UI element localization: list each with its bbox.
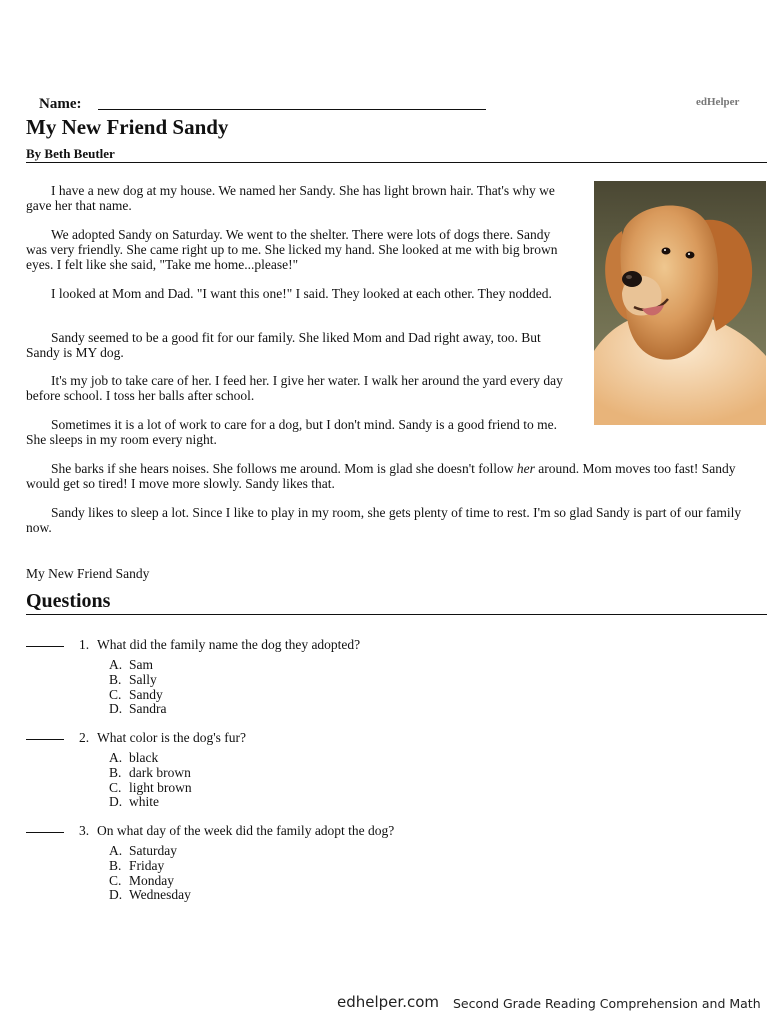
emphasis-text: her bbox=[516, 461, 535, 476]
question-number: 2. bbox=[79, 730, 90, 745]
questions-divider bbox=[26, 614, 767, 615]
paragraph-text: It's my job to take care of her. I feed her. I give her water. I walk her around the yard every day before school. I toss her balls after school. bbox=[26, 373, 563, 403]
name-blank-line[interactable] bbox=[98, 109, 486, 110]
option-text: light brown bbox=[129, 779, 192, 795]
answer-blank[interactable] bbox=[26, 646, 64, 647]
question-text: What did the family name the dog they adopted? bbox=[97, 637, 361, 652]
option-text: Saturday bbox=[129, 843, 177, 858]
paragraph-text: We adopted Sandy on Saturday. We went to the shelter. There were lots of dogs there. Sandy was very friendly. She came right up to me. She licked my hand. She looked at me with big brown eyes. I felt like she said, "Take me home...please!" bbox=[26, 227, 558, 272]
question-number: 3. bbox=[79, 823, 90, 838]
story-paragraph bbox=[26, 461, 746, 491]
option-letter: D. bbox=[109, 701, 123, 717]
option-letter: B. bbox=[109, 671, 122, 687]
paragraph-text: I looked at Mom and Dad. "I want this one!" I said. They looked at each other. They nodded. bbox=[51, 286, 552, 301]
answer-option bbox=[109, 702, 167, 717]
answer-option bbox=[109, 766, 192, 781]
option-text: Monday bbox=[129, 872, 174, 888]
story-paragraph bbox=[26, 227, 566, 272]
option-text: white bbox=[129, 794, 159, 810]
paragraph-text: Sometimes it is a lot of work to care for a dog, but I don't mind. Sandy is a good friend to me. She sleeps in my room every night. bbox=[26, 417, 557, 447]
option-text: Wednesday bbox=[129, 887, 191, 903]
option-letter: A. bbox=[109, 843, 123, 858]
story-paragraph bbox=[26, 373, 566, 403]
answer-option bbox=[109, 673, 167, 688]
paragraph-text: Sandy seemed to be a good fit for our family. She liked Mom and Dad right away, too. But Sandy is MY dog. bbox=[26, 330, 541, 360]
option-letter: D. bbox=[109, 794, 123, 810]
answer-option bbox=[109, 688, 167, 703]
answer-option bbox=[109, 795, 192, 810]
story-paragraph bbox=[26, 417, 566, 447]
story-paragraph bbox=[26, 183, 566, 213]
option-letter: A. bbox=[109, 657, 123, 672]
footer-series-title: Second Grade Reading Comprehension and Math bbox=[453, 996, 761, 1011]
question-stem bbox=[79, 637, 360, 653]
option-text: Sam bbox=[129, 657, 154, 672]
question-text: What color is the dog's fur? bbox=[97, 730, 247, 745]
option-text: black bbox=[129, 750, 159, 765]
answer-option bbox=[109, 658, 167, 673]
story-byline: By Beth Beutler bbox=[26, 146, 115, 161]
answer-option bbox=[109, 859, 191, 874]
option-letter: C. bbox=[109, 872, 122, 888]
paragraph-text: around. Mom moves too fast! Sandy would get so tired! I move more slowly. Sandy likes that. bbox=[26, 461, 736, 491]
footer-brand: edhelper.com bbox=[337, 993, 439, 1011]
story-title: My New Friend Sandy bbox=[26, 115, 229, 139]
title-divider bbox=[26, 162, 767, 163]
answer-option bbox=[109, 781, 192, 796]
question-stem bbox=[79, 730, 246, 746]
story-paragraph bbox=[26, 505, 746, 535]
answer-option bbox=[109, 888, 191, 903]
paragraph-text: She barks if she hears noises. She follows me around. Mom is glad she doesn't follow bbox=[51, 461, 517, 476]
brand-watermark: edHelper bbox=[696, 96, 740, 108]
option-text: Sandy bbox=[129, 686, 163, 702]
story-paragraph bbox=[26, 330, 566, 360]
paragraph-text: Sandy likes to sleep a lot. Since I like to play in my room, she gets plenty of time to rest. I'm so glad Sandy is part of our family now. bbox=[26, 505, 742, 535]
question-stem bbox=[79, 823, 394, 839]
answer-options bbox=[109, 751, 192, 810]
answer-blank[interactable] bbox=[26, 832, 64, 833]
answer-options bbox=[109, 844, 191, 903]
answer-option bbox=[109, 844, 191, 859]
answer-option bbox=[109, 751, 192, 766]
golden-retriever-photo bbox=[594, 181, 766, 425]
question-number: 1. bbox=[79, 637, 90, 652]
answer-options bbox=[109, 658, 167, 717]
option-text: dark brown bbox=[129, 764, 191, 780]
option-letter: B. bbox=[109, 857, 122, 873]
question-text: On what day of the week did the family adopt the dog? bbox=[97, 823, 395, 838]
option-letter: C. bbox=[109, 779, 122, 795]
option-text: Sandra bbox=[129, 701, 167, 717]
name-label: Name: bbox=[39, 96, 82, 112]
option-text: Sally bbox=[129, 671, 157, 687]
option-letter: D. bbox=[109, 887, 123, 903]
option-letter: A. bbox=[109, 750, 123, 765]
option-letter: C. bbox=[109, 686, 122, 702]
questions-heading: Questions bbox=[26, 590, 111, 612]
paragraph-text: I have a new dog at my house. We named her Sandy. She has light brown hair. That's why we gave her that name. bbox=[26, 183, 555, 213]
answer-blank[interactable] bbox=[26, 739, 64, 740]
answer-option bbox=[109, 874, 191, 889]
option-letter: B. bbox=[109, 764, 122, 780]
option-text: Friday bbox=[129, 857, 165, 873]
story-caption: My New Friend Sandy bbox=[26, 566, 150, 581]
story-paragraph bbox=[26, 286, 566, 301]
